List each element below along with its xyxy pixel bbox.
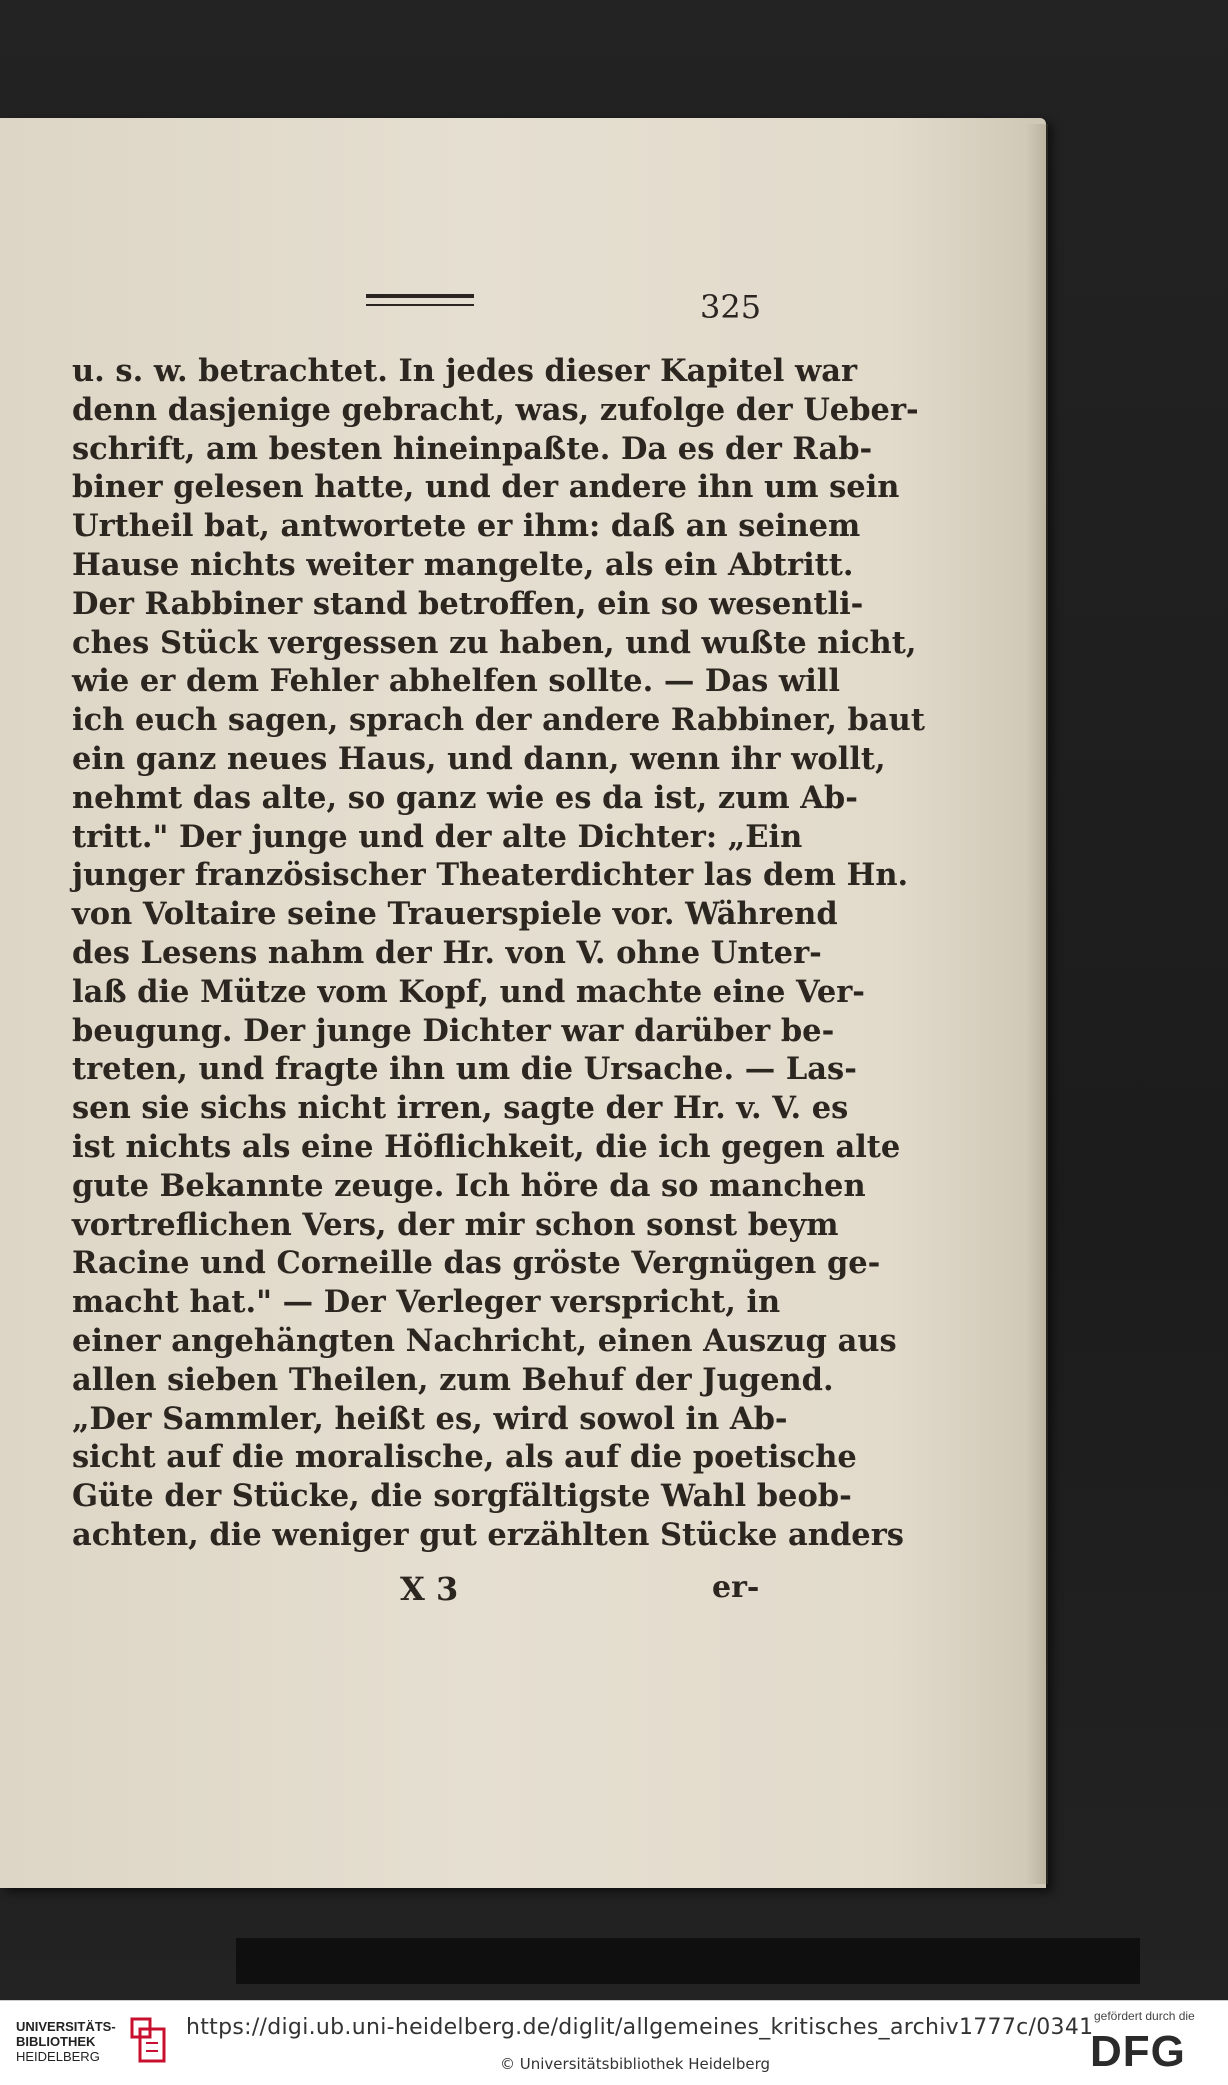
page-number: 325	[700, 288, 762, 326]
text-line: laß die Mütze vom Kopf, und machte eine Ver-	[72, 973, 865, 1010]
permalink-url[interactable]: https://digi.ub.uni-heidelberg.de/diglit/allgemeines_kritisches_archiv1777c/0341	[186, 2015, 1094, 2040]
text-line: ein ganz neues Haus, und dann, wenn ihr wollt,	[72, 740, 886, 777]
text-line: des Lesens nahm der Hr. von V. ohne Unter-	[72, 934, 822, 971]
library-logo-icon[interactable]	[126, 2013, 170, 2067]
text-line: denn dasjenige gebracht, was, zufolge der Ueber-	[72, 391, 919, 428]
text-line: ches Stück vergessen zu haben, und wußte nicht,	[72, 624, 917, 661]
text-line: Hause nichts weiter mangelte, als ein Abtritt.	[72, 546, 854, 583]
text-line: achten, die weniger gut erzählten Stücke anders	[72, 1516, 904, 1553]
text-line: beugung. Der junge Dichter war darüber be-	[72, 1012, 835, 1049]
text-line: Urtheil bat, antwortete er ihm: daß an seinem	[72, 508, 861, 545]
text-line: nehmt das alte, so ganz wie es da ist, zum Ab-	[72, 779, 858, 816]
text-line: junger französischer Theaterdichter las dem Hn.	[72, 857, 909, 894]
copyright-notice: © Universitätsbibliothek Heidelberg	[500, 2055, 771, 2073]
text-line: wie er dem Fehler abhelfen sollte. — Das will	[72, 663, 840, 700]
text-line: ist nichts als eine Höflichkeit, die ich gegen alte	[72, 1128, 901, 1165]
text-line: biner gelesen hatte, und der andere ihn um sein	[72, 469, 900, 506]
text-line: Racine und Corneille das gröste Vergnügen ge-	[72, 1245, 881, 1282]
library-name-line2: BIBLIOTHEK	[16, 2034, 96, 2049]
library-logo-text[interactable]	[16, 2019, 126, 2064]
header-rule	[366, 294, 474, 306]
text-line: einer angehängten Nachricht, einen Auszug aus	[72, 1322, 897, 1359]
dfg-logo[interactable]: DFG	[1090, 2027, 1186, 2076]
catchword: er-	[712, 1570, 760, 1605]
library-name-line1: UNIVERSITÄTS-	[16, 2019, 116, 2034]
text-line: Güte der Stücke, die sorgfältigste Wahl beob-	[72, 1478, 852, 1515]
text-line: von Voltaire seine Trauerspiele vor. Während	[72, 896, 838, 933]
text-line: macht hat." — Der Verleger verspricht, in	[72, 1284, 781, 1321]
text-line: „Der Sammler, heißt es, wird sowol in Ab-	[72, 1400, 788, 1437]
page-text	[72, 352, 925, 1555]
text-line: schrift, am besten hineinpaßte. Da es der Rab-	[72, 430, 873, 467]
text-line: tritt." Der junge und der alte Dichter: „Ein	[72, 818, 803, 855]
text-line: sen sie sichs nicht irren, sagte der Hr. v. V. es	[72, 1090, 849, 1127]
library-name-line3: HEIDELBERG	[16, 2049, 100, 2064]
page-edge-shadow	[1026, 124, 1048, 1884]
text-line: gute Bekannte zeuge. Ich höre da so manchen	[72, 1167, 866, 1204]
funded-by-label: gefördert durch die	[1094, 2009, 1195, 2023]
text-line: ich euch sagen, sprach der andere Rabbiner, baut	[72, 702, 925, 739]
text-line: u. s. w. betrachtet. In jedes dieser Kapitel war	[72, 353, 858, 389]
signature-mark: X 3	[400, 1570, 459, 1608]
text-line: sicht auf die moralische, als auf die poetische	[72, 1439, 857, 1476]
scan-bottom-strip	[236, 1938, 1140, 1984]
text-line: treten, und fragte ihn um die Ursache. — Las-	[72, 1051, 857, 1088]
text-line: vortreflichen Vers, der mir schon sonst beym	[72, 1206, 839, 1243]
text-line: allen sieben Theilen, zum Behuf der Jugend.	[72, 1361, 834, 1398]
text-line: Der Rabbiner stand betroffen, ein so wesentli-	[72, 585, 864, 622]
viewer-footer	[0, 2000, 1228, 2085]
